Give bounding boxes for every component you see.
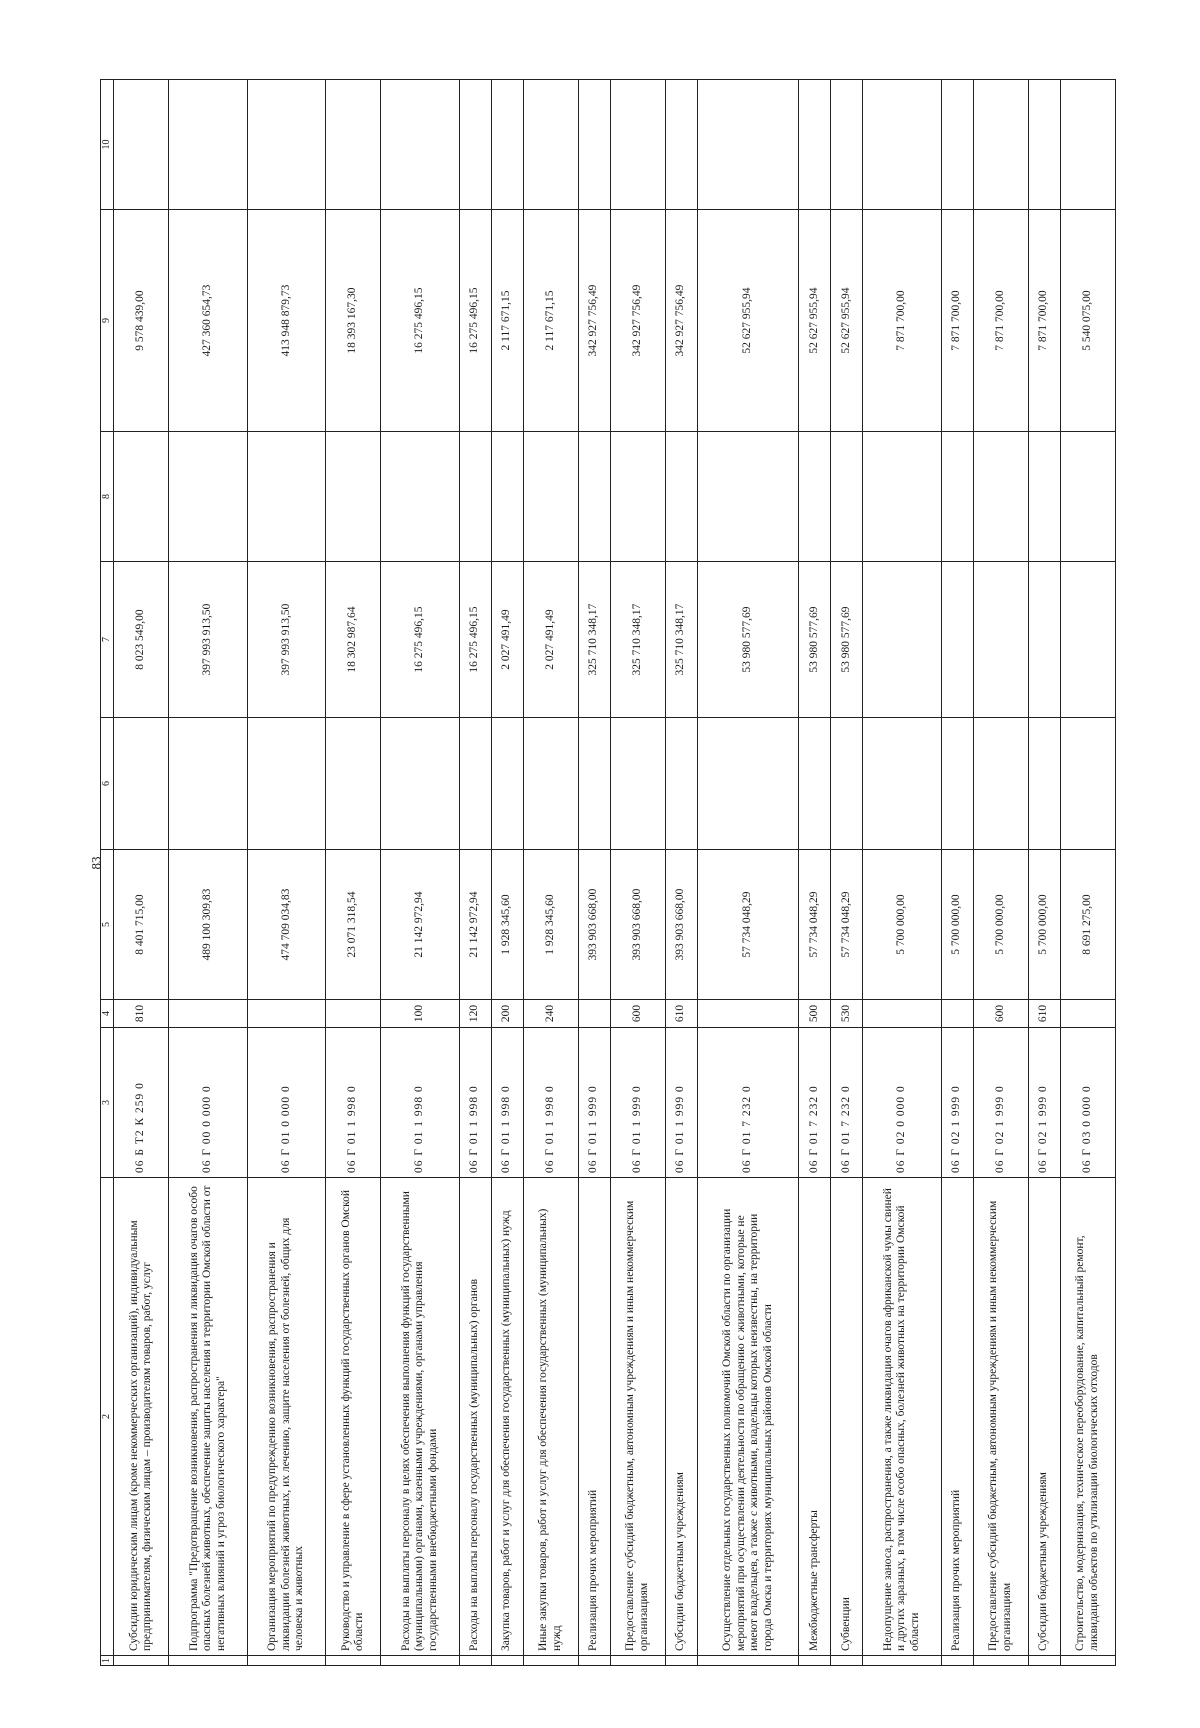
expense-type-code-cell: 100 <box>381 1000 459 1028</box>
expense-type-code-cell: 810 <box>114 1000 169 1028</box>
amount-col6-cell <box>247 718 325 850</box>
expense-name-cell: Субсидии юридическим лицам (кроме некоммерческих организаций), индивидуальным предпринимателям, физическим лицам – производителям товаров, работ, услуг <box>114 1178 169 1656</box>
column-number: 5 <box>101 850 114 1000</box>
expense-name-cell: Организация мероприятий по предупреждению возникновения, распространения и ликвидации болезней животных, их лечению, защите населения от болезней, общих для человека и животных <box>247 1178 325 1656</box>
amount-col10-cell <box>863 80 941 210</box>
amount-col5-cell: 474 709 034,83 <box>247 850 325 1000</box>
amount-col6-cell <box>578 718 610 850</box>
amount-col5-cell: 393 903 668,00 <box>578 850 610 1000</box>
amount-col10-cell <box>973 80 1028 210</box>
amount-col9-cell: 16 275 496,15 <box>381 210 459 432</box>
amount-col8-cell <box>578 432 610 562</box>
amount-col10-cell <box>697 80 799 210</box>
expense-type-code-cell <box>1060 1000 1115 1028</box>
table-row <box>1028 80 1060 1666</box>
amount-col5-cell: 57 734 048,29 <box>697 850 799 1000</box>
target-article-code-cell: 06 Г 01 7 232 0 <box>697 1028 799 1178</box>
expense-type-code-cell <box>941 1000 973 1028</box>
expense-type-code-cell: 500 <box>799 1000 831 1028</box>
table-row <box>610 80 665 1666</box>
amount-col10-cell <box>578 80 610 210</box>
row-index-cell <box>831 1656 863 1666</box>
table-row <box>941 80 973 1666</box>
amount-col7-cell <box>863 562 941 718</box>
amount-col5-cell: 5 700 000,00 <box>863 850 941 1000</box>
row-index-cell <box>610 1656 665 1666</box>
amount-col6-cell <box>863 718 941 850</box>
expense-type-code-cell <box>247 1000 325 1028</box>
row-index-cell <box>491 1656 523 1666</box>
expense-type-code-cell <box>697 1000 799 1028</box>
row-index-cell <box>941 1656 973 1666</box>
budget-table-sheet <box>100 80 1116 1666</box>
expense-type-code-cell: 600 <box>610 1000 665 1028</box>
table-row <box>665 80 697 1666</box>
amount-col10-cell <box>1028 80 1060 210</box>
amount-col9-cell: 427 360 654,73 <box>169 210 247 432</box>
amount-col8-cell <box>799 432 831 562</box>
expense-name-cell: Реализация прочих мероприятий <box>941 1178 973 1656</box>
amount-col6-cell <box>799 718 831 850</box>
amount-col10-cell <box>169 80 247 210</box>
amount-col7-cell: 53 980 577,69 <box>831 562 863 718</box>
amount-col8-cell <box>1028 432 1060 562</box>
column-number: 1 <box>101 1656 114 1666</box>
amount-col9-cell: 2 117 671,15 <box>523 210 578 432</box>
amount-col10-cell <box>523 80 578 210</box>
table-row <box>1060 80 1115 1666</box>
amount-col8-cell <box>459 432 491 562</box>
amount-col9-cell: 7 871 700,00 <box>1028 210 1060 432</box>
row-index-cell <box>973 1656 1028 1666</box>
expense-type-code-cell: 120 <box>459 1000 491 1028</box>
target-article-code-cell: 06 Г 01 1 998 0 <box>523 1028 578 1178</box>
amount-col9-cell: 342 927 756,49 <box>665 210 697 432</box>
column-number: 2 <box>101 1178 114 1656</box>
amount-col6-cell <box>523 718 578 850</box>
amount-col5-cell: 21 142 972,94 <box>459 850 491 1000</box>
amount-col7-cell: 325 710 348,17 <box>665 562 697 718</box>
amount-col7-cell: 325 710 348,17 <box>610 562 665 718</box>
amount-col9-cell: 2 117 671,15 <box>491 210 523 432</box>
amount-col5-cell: 1 928 345,60 <box>491 850 523 1000</box>
amount-col10-cell <box>665 80 697 210</box>
amount-col8-cell <box>247 432 325 562</box>
amount-col7-cell: 325 710 348,17 <box>578 562 610 718</box>
table-row <box>381 80 459 1666</box>
amount-col9-cell: 342 927 756,49 <box>578 210 610 432</box>
amount-col7-cell: 397 993 913,50 <box>247 562 325 718</box>
amount-col8-cell <box>941 432 973 562</box>
expense-name-cell: Субвенции <box>831 1178 863 1656</box>
column-number: 8 <box>101 432 114 562</box>
amount-col7-cell: 53 980 577,69 <box>799 562 831 718</box>
amount-col10-cell <box>799 80 831 210</box>
budget-table <box>100 79 1116 1666</box>
target-article-code-cell: 06 Г 01 7 232 0 <box>831 1028 863 1178</box>
column-number: 10 <box>101 80 114 210</box>
target-article-code-cell: 06 Б Т2 К 259 0 <box>114 1028 169 1178</box>
amount-col6-cell <box>831 718 863 850</box>
amount-col7-cell: 2 027 491,49 <box>491 562 523 718</box>
amount-col5-cell: 393 903 668,00 <box>665 850 697 1000</box>
amount-col7-cell <box>1060 562 1115 718</box>
expense-name-cell: Расходы на выплаты персоналу в целях обеспечения выполнения функций государственными (муниципальными) органами, казенными учреждениями, органами управления государственными внебюджетными фондами <box>381 1178 459 1656</box>
amount-col6-cell <box>610 718 665 850</box>
amount-col5-cell: 57 734 048,29 <box>831 850 863 1000</box>
column-number: 4 <box>101 1000 114 1028</box>
amount-col8-cell <box>491 432 523 562</box>
amount-col5-cell: 57 734 048,29 <box>799 850 831 1000</box>
amount-col7-cell <box>941 562 973 718</box>
amount-col9-cell: 7 871 700,00 <box>941 210 973 432</box>
amount-col7-cell: 18 302 987,64 <box>326 562 381 718</box>
amount-col8-cell <box>381 432 459 562</box>
amount-col10-cell <box>326 80 381 210</box>
amount-col6-cell <box>1028 718 1060 850</box>
table-row <box>169 80 247 1666</box>
amount-col9-cell: 16 275 496,15 <box>459 210 491 432</box>
amount-col8-cell <box>326 432 381 562</box>
target-article-code-cell: 06 Г 02 0 000 0 <box>863 1028 941 1178</box>
amount-col9-cell: 52 627 955,94 <box>831 210 863 432</box>
amount-col9-cell: 52 627 955,94 <box>697 210 799 432</box>
expense-name-cell: Расходы на выплаты персоналу государственных (муниципальных) органов <box>459 1178 491 1656</box>
amount-col10-cell <box>381 80 459 210</box>
target-article-code-cell: 06 Г 00 0 000 0 <box>169 1028 247 1178</box>
row-index-cell <box>1060 1656 1115 1666</box>
column-number: 3 <box>101 1028 114 1178</box>
amount-col10-cell <box>610 80 665 210</box>
amount-col9-cell: 413 948 879,73 <box>247 210 325 432</box>
amount-col7-cell <box>1028 562 1060 718</box>
row-index-cell <box>459 1656 491 1666</box>
table-row <box>247 80 325 1666</box>
amount-col10-cell <box>1060 80 1115 210</box>
amount-col8-cell <box>697 432 799 562</box>
target-article-code-cell: 06 Г 01 1 998 0 <box>326 1028 381 1178</box>
expense-type-code-cell: 610 <box>1028 1000 1060 1028</box>
expense-type-code-cell: 240 <box>523 1000 578 1028</box>
amount-col9-cell: 9 578 439,00 <box>114 210 169 432</box>
expense-name-cell: Строительство, модернизация, техническое переоборудование, капитальный ремонт, ликвидация объектов по утилизации биологических отходов <box>1060 1178 1115 1656</box>
amount-col9-cell: 7 871 700,00 <box>863 210 941 432</box>
amount-col10-cell <box>491 80 523 210</box>
amount-col7-cell: 8 023 549,00 <box>114 562 169 718</box>
amount-col9-cell: 52 627 955,94 <box>799 210 831 432</box>
amount-col5-cell: 23 071 318,54 <box>326 850 381 1000</box>
amount-col5-cell: 393 903 668,00 <box>610 850 665 1000</box>
amount-col9-cell: 342 927 756,49 <box>610 210 665 432</box>
target-article-code-cell: 06 Г 01 7 232 0 <box>799 1028 831 1178</box>
amount-col6-cell <box>491 718 523 850</box>
expense-name-cell: Межбюджетные трансферты <box>799 1178 831 1656</box>
amount-col6-cell <box>1060 718 1115 850</box>
amount-col8-cell <box>1060 432 1115 562</box>
amount-col5-cell: 1 928 345,60 <box>523 850 578 1000</box>
amount-col9-cell: 7 871 700,00 <box>973 210 1028 432</box>
column-number-row <box>101 80 114 1666</box>
expense-name-cell: Субсидии бюджетным учреждениям <box>665 1178 697 1656</box>
amount-col7-cell: 16 275 496,15 <box>381 562 459 718</box>
amount-col8-cell <box>665 432 697 562</box>
page-number: 83 <box>88 856 104 870</box>
amount-col5-cell: 489 100 309,83 <box>169 850 247 1000</box>
target-article-code-cell: 06 Г 01 1 998 0 <box>491 1028 523 1178</box>
row-index-cell <box>863 1656 941 1666</box>
table-row <box>523 80 578 1666</box>
column-number: 7 <box>101 562 114 718</box>
table-row <box>863 80 941 1666</box>
amount-col8-cell <box>831 432 863 562</box>
row-index-cell <box>799 1656 831 1666</box>
table-row <box>799 80 831 1666</box>
expense-type-code-cell <box>863 1000 941 1028</box>
expense-name-cell: Осуществление отдельных государственных полномочий Омской области по организации мероприятий при осуществлении деятельности по обращению с животными, которые не имеют владельцев, а также с животными, владельцы которых неизвестны, на территории города Омска и территориях муниципальных районов Омской области <box>697 1178 799 1656</box>
amount-col6-cell <box>326 718 381 850</box>
table-row <box>114 80 169 1666</box>
row-index-cell <box>326 1656 381 1666</box>
amount-col7-cell: 53 980 577,69 <box>697 562 799 718</box>
amount-col10-cell <box>941 80 973 210</box>
target-article-code-cell: 06 Г 01 1 999 0 <box>665 1028 697 1178</box>
row-index-cell <box>697 1656 799 1666</box>
row-index-cell <box>523 1656 578 1666</box>
amount-col7-cell: 16 275 496,15 <box>459 562 491 718</box>
amount-col10-cell <box>831 80 863 210</box>
expense-name-cell: Предоставление субсидий бюджетным, автономным учреждениям и иным некоммерческим организациям <box>610 1178 665 1656</box>
table-row <box>459 80 491 1666</box>
amount-col8-cell <box>610 432 665 562</box>
amount-col5-cell: 8 691 275,00 <box>1060 850 1115 1000</box>
amount-col6-cell <box>381 718 459 850</box>
amount-col5-cell: 8 401 715,00 <box>114 850 169 1000</box>
amount-col7-cell <box>973 562 1028 718</box>
amount-col10-cell <box>247 80 325 210</box>
row-index-cell <box>578 1656 610 1666</box>
amount-col9-cell: 18 393 167,30 <box>326 210 381 432</box>
budget-table-body <box>101 80 1116 1666</box>
row-index-cell <box>1028 1656 1060 1666</box>
amount-col5-cell: 5 700 000,00 <box>1028 850 1060 1000</box>
row-index-cell <box>169 1656 247 1666</box>
target-article-code-cell: 06 Г 02 1 999 0 <box>941 1028 973 1178</box>
amount-col7-cell: 2 027 491,49 <box>523 562 578 718</box>
amount-col7-cell: 397 993 913,50 <box>169 562 247 718</box>
target-article-code-cell: 06 Г 01 0 000 0 <box>247 1028 325 1178</box>
table-row <box>973 80 1028 1666</box>
expense-type-code-cell: 610 <box>665 1000 697 1028</box>
expense-type-code-cell: 530 <box>831 1000 863 1028</box>
amount-col8-cell <box>169 432 247 562</box>
amount-col9-cell: 5 540 075,00 <box>1060 210 1115 432</box>
amount-col5-cell: 21 142 972,94 <box>381 850 459 1000</box>
expense-type-code-cell <box>326 1000 381 1028</box>
amount-col6-cell <box>459 718 491 850</box>
target-article-code-cell: 06 Г 01 1 999 0 <box>578 1028 610 1178</box>
expense-name-cell: Субсидии бюджетным учреждениям <box>1028 1178 1060 1656</box>
expense-name-cell: Недопущение заноса, распространения, а также ликвидация очагов африканской чумы свиней и других заразных, в том числе особо опасных, болезней животных на территории Омской области <box>863 1178 941 1656</box>
amount-col6-cell <box>941 718 973 850</box>
row-index-cell <box>114 1656 169 1666</box>
expense-type-code-cell: 200 <box>491 1000 523 1028</box>
target-article-code-cell: 06 Г 02 1 999 0 <box>1028 1028 1060 1178</box>
amount-col8-cell <box>973 432 1028 562</box>
row-index-cell <box>381 1656 459 1666</box>
expense-name-cell: Подпрограмма "Предотвращение возникновения, распространения и ликвидация очагов особо опасных болезней животных, обеспечение защиты населения и территории Омской области от негативных влияний и угроз биологического характера" <box>169 1178 247 1656</box>
table-row <box>326 80 381 1666</box>
amount-col8-cell <box>523 432 578 562</box>
amount-col6-cell <box>973 718 1028 850</box>
expense-type-code-cell <box>169 1000 247 1028</box>
expense-type-code-cell: 600 <box>973 1000 1028 1028</box>
expense-name-cell: Реализация прочих мероприятий <box>578 1178 610 1656</box>
amount-col6-cell <box>114 718 169 850</box>
target-article-code-cell: 06 Г 01 1 998 0 <box>459 1028 491 1178</box>
expense-name-cell: Руководство и управление в сфере установленных функций государственных органов Омской области <box>326 1178 381 1656</box>
target-article-code-cell: 06 Г 03 0 000 0 <box>1060 1028 1115 1178</box>
expense-name-cell: Предоставление субсидий бюджетным, автономным учреждениям и иным некоммерческим организациям <box>973 1178 1028 1656</box>
expense-name-cell: Закупка товаров, работ и услуг для обеспечения государственных (муниципальных) нужд <box>491 1178 523 1656</box>
target-article-code-cell: 06 Г 01 1 998 0 <box>381 1028 459 1178</box>
expense-type-code-cell <box>578 1000 610 1028</box>
target-article-code-cell: 06 Г 02 1 999 0 <box>973 1028 1028 1178</box>
row-index-cell <box>665 1656 697 1666</box>
column-number: 6 <box>101 718 114 850</box>
table-row <box>831 80 863 1666</box>
amount-col8-cell <box>863 432 941 562</box>
amount-col5-cell: 5 700 000,00 <box>973 850 1028 1000</box>
amount-col10-cell <box>459 80 491 210</box>
amount-col6-cell <box>169 718 247 850</box>
amount-col6-cell <box>697 718 799 850</box>
amount-col5-cell: 5 700 000,00 <box>941 850 973 1000</box>
expense-name-cell: Иные закупки товаров, работ и услуг для обеспечения государственных (муниципальных) нужд <box>523 1178 578 1656</box>
amount-col10-cell <box>114 80 169 210</box>
amount-col8-cell <box>114 432 169 562</box>
table-row <box>578 80 610 1666</box>
column-number: 9 <box>101 210 114 432</box>
table-row <box>491 80 523 1666</box>
row-index-cell <box>247 1656 325 1666</box>
table-row <box>697 80 799 1666</box>
target-article-code-cell: 06 Г 01 1 999 0 <box>610 1028 665 1178</box>
amount-col6-cell <box>665 718 697 850</box>
